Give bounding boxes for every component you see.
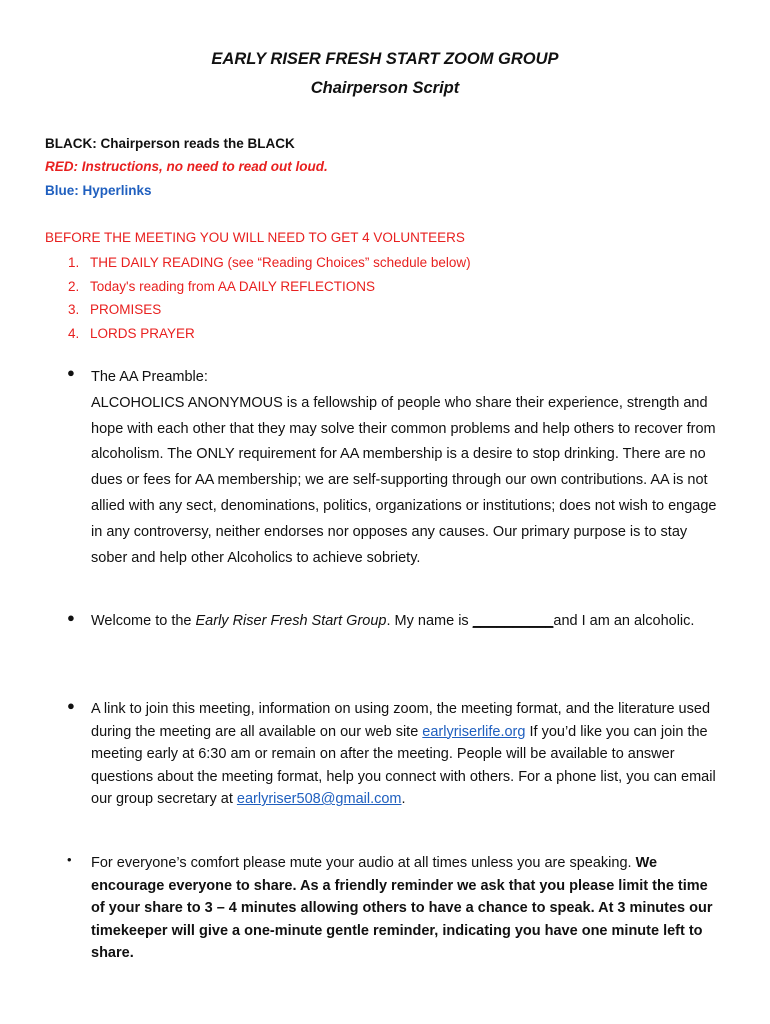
volunteer-item-number: 4.	[68, 325, 80, 341]
volunteer-item-text: Today's reading from AA DAILY REFLECTIONS	[90, 278, 375, 294]
preamble-body: ALCOHOLICS ANONYMOUS is a fellowship of people who share their experience, strength and hope with each other that they may solve their common problems and help others to recover from alcoholism. The ONLY requirement for AA membership is a desire to stop drinking. There are no dues or fees for AA membership; we are self-supporting through our own contributions. AA is not allied with any sect, denominations, politics, organizations or institutions; does not wish to engage in any controversy, neither endorses nor opposes any causes. Our primary purpose is to stay sober and help other Alcoholics to achieve sobriety.	[91, 394, 717, 566]
volunteer-item-text: THE DAILY READING (see “Reading Choices” schedule below)	[90, 255, 471, 270]
volunteer-item-number: 3.	[68, 302, 80, 317]
bullet-icon: ●	[67, 365, 75, 380]
link-info-text-before: A link to join this meeting, information on using zoom, the meeting format, and the literature used during the meeting are all available on our web site	[91, 701, 711, 740]
legend-black: BLACK: Chairperson reads the BLACK	[45, 136, 295, 151]
welcome-text-before: Welcome to the	[91, 613, 196, 629]
document-subtitle: Chairperson Script	[310, 79, 460, 97]
link-info-text	[91, 698, 723, 811]
website-link[interactable]: earlyriserlife.org	[422, 723, 526, 740]
volunteer-item	[68, 325, 471, 349]
name-blank: __________	[472, 613, 554, 629]
volunteer-item	[68, 254, 471, 278]
link-info-text-after: If you’d like you can join the meeting early at 6:30 am or remain on after the meeting. People will be available to answer questions about the meeting format, help you connect with others. For a phone list, you can email our group secretary at	[91, 723, 716, 807]
volunteer-item-text: LORDS PRAYER	[90, 325, 195, 341]
bullet-icon: •	[67, 852, 72, 867]
bullet-icon: ●	[67, 610, 75, 625]
preamble-heading: The AA Preamble:	[91, 369, 208, 385]
volunteer-item	[68, 278, 471, 302]
volunteer-item	[68, 301, 471, 325]
volunteers-list	[68, 254, 471, 348]
comfort-text-bold: We encourage everyone to share. As a friendly reminder we ask that you please limit the time of your share to 3 – 4 minutes allowing others to have a chance to speak. At 3 minutes our timekeeper will give a one-minute gentle reminder, indicating you have one minute left to share.	[91, 855, 713, 961]
link-info-text-end: .	[401, 791, 406, 807]
welcome-text-middle: . My name is	[386, 613, 473, 629]
welcome-text-after: and I am an alcoholic.	[553, 613, 695, 629]
comfort-text-plain: For everyone’s comfort please mute your audio at all times unless you are speaking.	[91, 855, 636, 871]
legend-red: RED: Instructions, no need to read out loud.	[45, 159, 328, 174]
group-name: Early Riser Fresh Start Group	[195, 613, 387, 629]
bullet-icon: ●	[67, 698, 75, 713]
document-title: EARLY RISER FRESH START ZOOM GROUP	[211, 50, 559, 68]
email-link[interactable]: earlyriser508@gmail.com	[236, 791, 402, 807]
volunteer-item-number: 2.	[68, 278, 80, 294]
welcome-text	[91, 610, 723, 633]
volunteer-item-number: 1.	[68, 255, 80, 270]
volunteer-item-text: PROMISES	[90, 302, 162, 317]
legend-blue: Blue: Hyperlinks	[45, 183, 152, 198]
comfort-text	[91, 852, 723, 965]
volunteers-heading: BEFORE THE MEETING YOU WILL NEED TO GET 4 VOLUNTEERS	[45, 230, 465, 245]
